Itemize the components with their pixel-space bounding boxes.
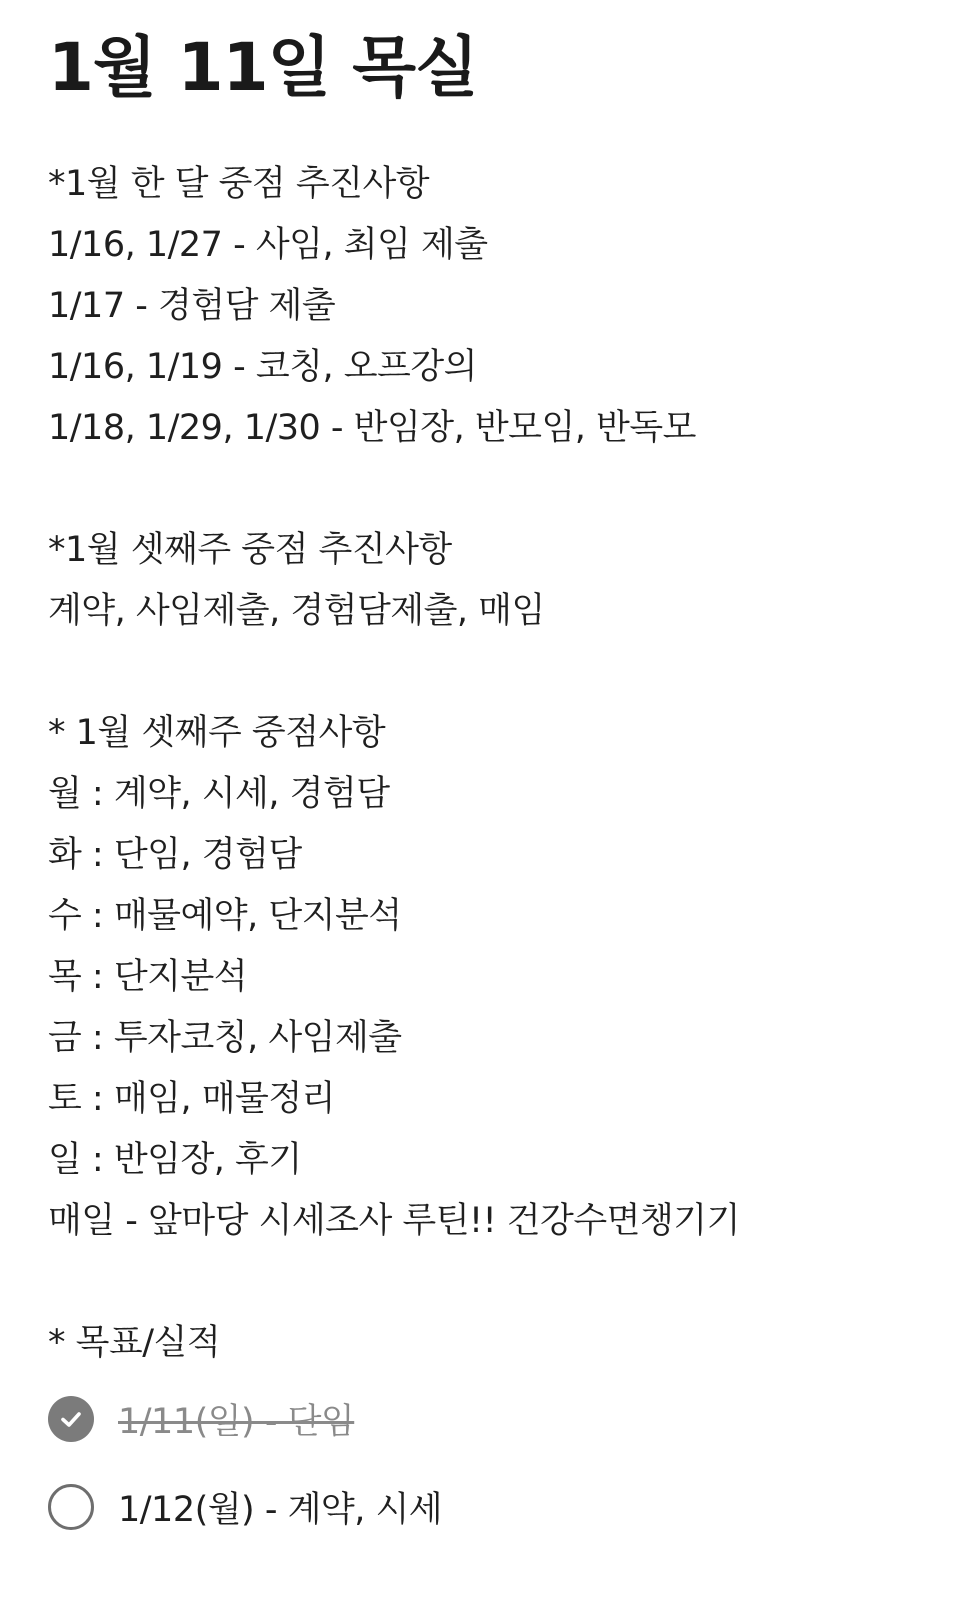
note-line: 금 : 투자코칭, 사임제출 bbox=[48, 1018, 402, 1058]
note-line: 월 : 계약, 시세, 경험담 bbox=[48, 774, 390, 814]
checklist-item-done[interactable] bbox=[48, 1390, 928, 1448]
section-heading: *1월 한 달 중점 추진사항 bbox=[48, 164, 430, 204]
section-heading: * 1월 셋째주 중점사항 bbox=[48, 713, 386, 753]
note-line: 1/16, 1/27 - 사임, 최임 제출 bbox=[48, 225, 488, 265]
page-title: 1월 11일 목실 bbox=[48, 29, 478, 106]
empty-circle-icon[interactable] bbox=[48, 1484, 94, 1530]
note-line: 매일 - 앞마당 시세조사 루틴!! 건강수면챙기기 bbox=[48, 1201, 740, 1241]
note-line: 목 : 단지분석 bbox=[48, 957, 248, 997]
checkmark-circle-icon[interactable] bbox=[48, 1396, 94, 1442]
note-line: 1/17 - 경험담 제출 bbox=[48, 286, 336, 326]
note-body[interactable] bbox=[48, 154, 928, 1374]
blank-line bbox=[48, 1252, 928, 1313]
note-line: 토 : 매임, 매물정리 bbox=[48, 1079, 335, 1119]
note-line: 수 : 매물예약, 단지분석 bbox=[48, 896, 402, 936]
blank-line bbox=[48, 642, 928, 703]
section-heading: *1월 셋째주 중점 추진사항 bbox=[48, 530, 452, 570]
checklist bbox=[48, 1390, 928, 1566]
checklist-item-label: 1/11(일) - 단임 bbox=[118, 1402, 355, 1442]
note-line: 1/18, 1/29, 1/30 - 반임장, 반모임, 반독모 bbox=[48, 408, 696, 448]
note-line: 1/16, 1/19 - 코칭, 오프강의 bbox=[48, 347, 477, 387]
blank-line bbox=[48, 459, 928, 520]
note-line: 계약, 사임제출, 경험담제출, 매임 bbox=[48, 591, 545, 631]
note-line: 화 : 단임, 경험담 bbox=[48, 835, 302, 875]
section-heading: * 목표/실적 bbox=[48, 1323, 221, 1363]
note-line: 일 : 반임장, 후기 bbox=[48, 1140, 302, 1180]
checklist-item-todo[interactable] bbox=[48, 1478, 928, 1536]
checklist-item-label: 1/12(월) - 계약, 시세 bbox=[118, 1490, 443, 1530]
